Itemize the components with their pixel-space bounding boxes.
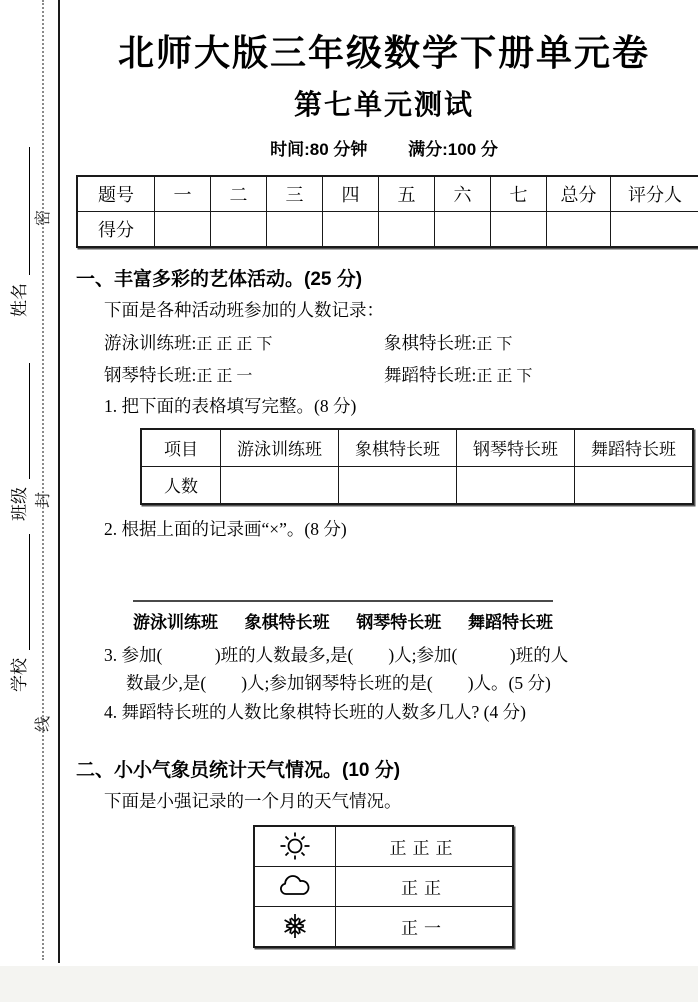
score-header-cell: 六 [435,176,491,212]
page-title: 北师大版三年级数学下册单元卷 [117,32,650,73]
score-header-cell: 四 [323,176,379,212]
snow-icon [254,906,336,947]
name-field-label: 姓名 [10,283,29,317]
score-header-cell: 一 [155,176,211,212]
weather-table [253,825,514,948]
score-table-header-row [77,176,698,212]
full-score: 满分:100 分 [408,140,498,159]
question-3-line2: 数最少,是( )人;参加钢琴特长班的是( )人。(5 分) [126,672,551,693]
score-cell [211,212,267,248]
score-header-cell: 评分人 [611,176,698,212]
activity-header-cell: 象棋特长班 [339,429,457,467]
school-field [6,520,30,692]
record-chess [384,330,516,355]
axis-label-dance: 舞蹈特长班 [467,613,553,633]
tally-marks: 正正下 [476,368,537,386]
chart-axis-labels [133,608,553,633]
question-2: 2. 根据上面的记录画“×”。(8 分) [104,518,347,539]
page-edge-shadow [0,966,698,1002]
score-row-label: 得分 [77,212,155,248]
class-field-line [28,363,30,479]
section1-intro: 下面是各种活动班参加的人数记录： [104,300,384,320]
record-label: 钢琴特长班: [104,365,197,386]
seal-char-feng: 封 [35,492,52,509]
score-table-score-row [77,212,698,248]
exam-info [76,135,692,160]
cloud-icon [254,866,336,906]
question-3-line1: 3. 参加( )班的人数最多,是( )人;参加( )班的人 [104,645,569,666]
seal-border-line [58,0,60,963]
activity-header-cell: 项目 [141,429,221,467]
score-header-cell: 总分 [547,176,611,212]
weather-row-cloudy [254,866,513,906]
count-cell [575,466,694,504]
score-header-cell: 七 [491,176,547,212]
tally-record-row [76,330,692,355]
score-header-cell: 五 [379,176,435,212]
record-piano [104,362,384,387]
count-row-label: 人数 [141,466,221,504]
page-subtitle: 第七单元测试 [293,89,474,120]
seal-char-mi: 密 [35,210,52,227]
section1-heading: 一、丰富多彩的艺体活动。(25 分) [76,269,363,290]
axis-label-piano: 钢琴特长班 [356,613,442,633]
weather-row-sunny [254,826,513,867]
score-header-cell: 三 [267,176,323,212]
time-limit: 时间:80 分钟 [270,140,368,159]
weather-row-snow [254,906,513,947]
activity-table [140,428,694,505]
axis-label-chess: 象棋特长班 [244,613,330,633]
tally-record-row [76,362,692,387]
score-cell [379,212,435,248]
sunny-tally: 正正正 [336,826,514,867]
seal-char-xian: 线 [35,716,52,733]
count-cell [221,466,339,504]
activity-header-cell: 游泳训练班 [221,429,339,467]
record-dance [384,362,536,387]
count-cell [339,466,457,504]
score-cell [155,212,211,248]
score-table [76,175,698,248]
count-cell [457,466,575,504]
class-field [6,349,30,521]
chart-baseline [133,600,553,602]
activity-header-cell: 钢琴特长班 [457,429,575,467]
activity-table-header-row [141,429,693,467]
school-field-label: 学校 [10,658,29,692]
score-cell [611,212,698,248]
question-4: 4. 舞蹈特长班的人数比象棋特长班的人数多几人? (4 分) [104,701,526,722]
tally-marks: 正正正下 [196,336,277,354]
class-field-label: 班级 [10,487,29,521]
record-label: 舞蹈特长班: [384,365,477,386]
activity-table-count-row [141,466,693,504]
question-1: 1. 把下面的表格填写完整。(8 分) [104,396,357,417]
cloudy-tally: 正正 [336,866,514,906]
section2-intro: 下面是小强记录的一个月的天气情况。 [104,791,402,812]
tally-marks: 正下 [476,336,517,354]
name-field-line [28,147,30,275]
section2-heading: 二、小小气象员统计天气情况。(10 分) [76,760,401,782]
score-cell [435,212,491,248]
exam-page [76,0,692,948]
record-swim [104,330,384,355]
record-label: 游泳训练班: [104,333,197,354]
score-cell [323,212,379,248]
name-field [6,133,30,317]
axis-label-swim: 游泳训练班 [133,613,218,633]
school-field-line [28,534,30,650]
score-header-cell: 二 [211,176,267,212]
tally-marks: 正正一 [196,368,257,386]
score-cell [547,212,611,248]
score-header-cell: 题号 [77,176,155,212]
sun-icon [254,826,336,867]
activity-header-cell: 舞蹈特长班 [575,429,694,467]
snow-tally: 正一 [336,906,514,947]
score-cell [491,212,547,248]
seal-dotted-line [42,0,44,960]
score-cell [267,212,323,248]
record-label: 象棋特长班: [384,333,477,354]
